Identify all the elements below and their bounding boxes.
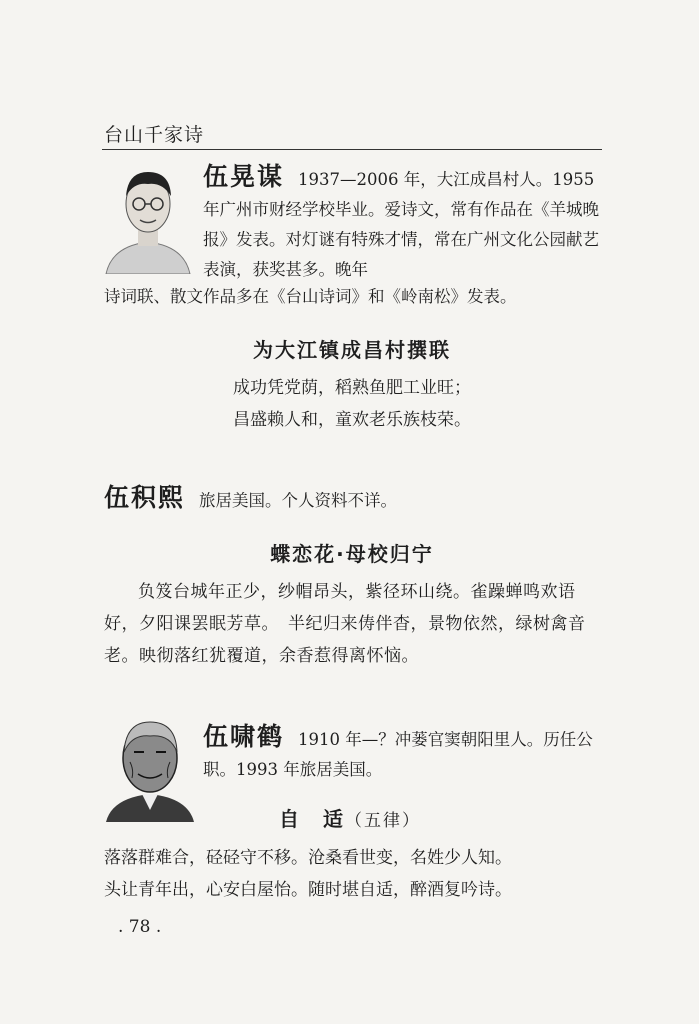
poem-body-3 <box>104 842 604 906</box>
header-rule <box>102 149 602 150</box>
author-name-3: 伍啸鹤 <box>203 722 285 751</box>
bio-text-1: 1937—2006 年，大江成昌村人。1955 年广州市财经学校毕业。爱诗文，常有作品在《羊城晚报》发表。对灯谜有特殊才情，常在广州文化公园献艺表演，获奖甚多。晚年 <box>203 170 599 279</box>
bio-text-3: 1910 年—？冲蒌官窦朝阳里人。历任公职。1993 年旅居美国。 <box>203 730 593 779</box>
poem-title-3 <box>200 803 500 832</box>
author-bio-1 <box>203 162 603 285</box>
bio-text-2: 旅居美国。个人资料不详。 <box>199 491 398 510</box>
poem-title-3-form: （五律） <box>345 811 421 831</box>
author-bio-3 <box>203 722 603 785</box>
portrait-sketch-3 <box>104 712 196 822</box>
poem-title-2: 蝶恋花·母校归宁 <box>270 542 434 566</box>
author-name-2: 伍积熙 <box>104 483 186 512</box>
poem-body-2: 负笈台城年正少，纱帽昂头，紫径环山绕。雀躁蝉鸣欢语好，夕阳课罢眠芳草。 半纪归来俦伴杳，景物依然，绿树禽音老。映彻落红犹覆道，余香惹得离怀恼。 <box>104 582 586 666</box>
running-header: 台山千家诗 <box>104 124 205 146</box>
bio-text-1-continued: 诗词联、散文作品多在《台山诗词》和《岭南松》发表。 <box>104 287 517 306</box>
poem-body-1 <box>102 372 602 436</box>
page-number: . 78 . <box>118 917 162 937</box>
author-name-1: 伍晃谋 <box>203 162 285 191</box>
poem-title-3-main: 自 适 <box>279 807 345 831</box>
poem-title-1: 为大江镇成昌村撰联 <box>253 338 451 362</box>
portrait-photo-1 <box>102 162 194 274</box>
verse-line: 头让青年出，心安白屋怡。随时堪自适，醉酒复吟诗。 <box>104 880 512 900</box>
verse-line: 成功凭党荫，稻熟鱼肥工业旺； <box>233 378 471 398</box>
verse-line: 落落群难合，硁硁守不移。沧桑看世变，名姓少人知。 <box>104 848 512 868</box>
verse-line: 昌盛赖人和，童欢老乐族枝荣。 <box>233 410 471 430</box>
author-bio-2 <box>104 483 604 516</box>
